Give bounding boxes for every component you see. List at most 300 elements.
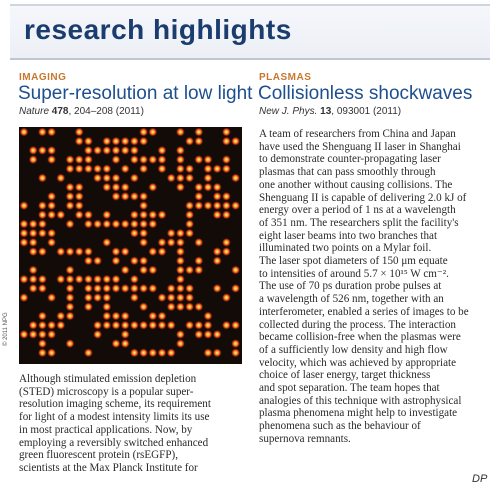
fluorescence-spot bbox=[38, 348, 47, 357]
text-line: analogies of this technique with astrophysical bbox=[259, 394, 462, 407]
fluorescence-spot bbox=[75, 192, 84, 201]
fluorescence-spot bbox=[231, 284, 240, 293]
fluorescence-spot bbox=[29, 247, 38, 256]
left-body bbox=[19, 373, 211, 475]
fluorescence-spot bbox=[148, 127, 157, 136]
fluorescence-spot bbox=[121, 339, 130, 348]
fluorescence-spot bbox=[130, 321, 139, 330]
fluorescence-spot bbox=[148, 219, 157, 228]
fluorescence-spot bbox=[176, 247, 185, 256]
fluorescence-spot bbox=[47, 348, 56, 357]
fluorescence-spot bbox=[176, 284, 185, 293]
fluorescence-spot bbox=[157, 146, 166, 155]
fluorescence-spot bbox=[194, 155, 203, 164]
fluorescence-spot bbox=[176, 155, 185, 164]
fluorescence-spot bbox=[130, 284, 139, 293]
text-line: illuminated two points on a Mylar foil. bbox=[259, 242, 432, 255]
fluorescence-spot bbox=[213, 256, 222, 265]
fluorescence-spot bbox=[111, 173, 120, 182]
fluorescence-spot bbox=[203, 183, 212, 192]
fluorescence-spot bbox=[148, 183, 157, 192]
fluorescence-spot bbox=[148, 210, 157, 219]
fluorescence-spot bbox=[139, 284, 148, 293]
fluorescence-spot bbox=[167, 321, 176, 330]
fluorescence-spot bbox=[93, 219, 102, 228]
fluorescence-spot bbox=[38, 210, 47, 219]
fluorescence-spot bbox=[185, 164, 194, 173]
fluorescence-spot bbox=[121, 265, 130, 274]
fluorescence-spot bbox=[93, 293, 102, 302]
fluorescence-spot bbox=[121, 192, 130, 201]
fluorescence-spot bbox=[102, 219, 111, 228]
fluorescence-spot bbox=[75, 210, 84, 219]
fluorescence-spot bbox=[231, 265, 240, 274]
fluorescence-spot bbox=[75, 183, 84, 192]
fluorescence-spot bbox=[213, 330, 222, 339]
fluorescence-spot bbox=[231, 173, 240, 182]
fluorescence-spot bbox=[47, 146, 56, 155]
fluorescence-spot bbox=[38, 275, 47, 284]
fluorescence-spot bbox=[167, 284, 176, 293]
fluorescence-spot bbox=[157, 238, 166, 247]
fluorescence-spot bbox=[93, 256, 102, 265]
fluorescence-spot bbox=[38, 321, 47, 330]
fluorescence-spot bbox=[75, 201, 84, 210]
fluorescence-spot bbox=[47, 192, 56, 201]
fluorescence-spot bbox=[185, 137, 194, 146]
text-line: choice of laser energy, target thickness bbox=[259, 369, 431, 382]
fluorescence-spot bbox=[148, 348, 157, 357]
text-line: in most practical applications. Now, by bbox=[19, 423, 193, 436]
fluorescence-spot bbox=[203, 164, 212, 173]
fluorescence-spot bbox=[130, 173, 139, 182]
fluorescence-spot bbox=[139, 219, 148, 228]
fluorescence-spot bbox=[185, 201, 194, 210]
fluorescence-spot bbox=[102, 146, 111, 155]
right-section-label: PLASMAS bbox=[259, 72, 312, 83]
fluorescence-spot bbox=[102, 183, 111, 192]
fluorescence-spot bbox=[203, 311, 212, 320]
fluorescence-spot bbox=[203, 201, 212, 210]
fluorescence-spot bbox=[121, 183, 130, 192]
fluorescence-spot bbox=[231, 339, 240, 348]
text-line: The use of 70 ps duration probe pulses at bbox=[259, 280, 442, 293]
fluorescence-spot bbox=[176, 302, 185, 311]
fluorescence-spot bbox=[65, 192, 74, 201]
fluorescence-spot bbox=[194, 192, 203, 201]
text-line: supernova remnants. bbox=[259, 432, 351, 445]
fluorescence-spot bbox=[185, 284, 194, 293]
fluorescence-spot bbox=[84, 247, 93, 256]
fluorescence-spot bbox=[38, 127, 47, 136]
fluorescence-spot bbox=[222, 247, 231, 256]
fluorescence-spot bbox=[222, 321, 231, 330]
fluorescence-spot bbox=[38, 201, 47, 210]
fluorescence-spot bbox=[157, 311, 166, 320]
fluorescence-spot bbox=[121, 247, 130, 256]
fluorescence-spot bbox=[102, 275, 111, 284]
fluorescence-spot bbox=[93, 164, 102, 173]
fluorescence-spot bbox=[56, 311, 65, 320]
fluorescence-spot bbox=[185, 321, 194, 330]
fluorescence-spot bbox=[38, 173, 47, 182]
fluorescence-spot bbox=[130, 256, 139, 265]
fluorescence-spot bbox=[56, 210, 65, 219]
fluorescence-spot bbox=[47, 201, 56, 210]
fluorescence-spot bbox=[65, 219, 74, 228]
fluorescence-spot bbox=[75, 155, 84, 164]
text-line: energy over a period of 1 ns at a wavelength bbox=[259, 204, 456, 217]
fluorescence-spot bbox=[203, 321, 212, 330]
text-line: employing a reversibly switched enhanced bbox=[19, 436, 209, 449]
fluorescence-spot bbox=[185, 219, 194, 228]
fluorescence-spot bbox=[130, 348, 139, 357]
fluorescence-spot bbox=[93, 146, 102, 155]
left-section-label: IMAGING bbox=[19, 72, 67, 83]
fluorescence-spot bbox=[47, 155, 56, 164]
fluorescence-spot bbox=[167, 293, 176, 302]
text-line: became collision-free when the plasmas were bbox=[259, 331, 461, 344]
fluorescence-spot bbox=[29, 275, 38, 284]
fluorescence-spot bbox=[47, 293, 56, 302]
fluorescence-spot bbox=[139, 192, 148, 201]
fluorescence-spot bbox=[111, 219, 120, 228]
fluorescence-spot bbox=[194, 201, 203, 210]
fluorescence-spot bbox=[29, 155, 38, 164]
fluorescence-spot bbox=[157, 348, 166, 357]
fluorescence-spot bbox=[121, 321, 130, 330]
fluorescence-spot bbox=[157, 164, 166, 173]
fluorescence-spot bbox=[38, 247, 47, 256]
fluorescence-spot bbox=[19, 201, 28, 210]
fluorescence-spot bbox=[47, 238, 56, 247]
text-line: have used the Shenguang II laser in Shanghai bbox=[259, 140, 461, 153]
fluorescence-spot bbox=[121, 164, 130, 173]
fluorescence-spot bbox=[38, 330, 47, 339]
fluorescence-spot bbox=[130, 137, 139, 146]
microscopy-figure bbox=[19, 127, 242, 364]
fluorescence-spot bbox=[29, 330, 38, 339]
fluorescence-spot bbox=[75, 247, 84, 256]
fluorescence-spot bbox=[213, 192, 222, 201]
text-line: phenomena such as the behaviour of bbox=[259, 420, 421, 433]
fluorescence-spot bbox=[56, 173, 65, 182]
fluorescence-spot bbox=[93, 321, 102, 330]
fluorescence-spot bbox=[29, 265, 38, 274]
text-line: collected during the process. The interaction bbox=[259, 318, 456, 331]
right-citation bbox=[259, 106, 401, 117]
fluorescence-spot bbox=[111, 321, 120, 330]
fluorescence-spot bbox=[167, 238, 176, 247]
fluorescence-spot bbox=[185, 265, 194, 274]
fluorescence-spot bbox=[222, 164, 231, 173]
text-line: for light of a modest intensity limits its use bbox=[19, 411, 210, 424]
fluorescence-spot bbox=[84, 302, 93, 311]
fluorescence-spot bbox=[130, 229, 139, 238]
fluorescence-spot bbox=[29, 238, 38, 247]
fluorescence-spot bbox=[84, 275, 93, 284]
fluorescence-spot bbox=[47, 210, 56, 219]
right-citation-pages: , 093001 (2011) bbox=[331, 106, 402, 117]
text-line: and spot separation. The team hopes that bbox=[259, 382, 440, 395]
fluorescence-spot bbox=[139, 265, 148, 274]
fluorescence-spot bbox=[194, 238, 203, 247]
fluorescence-spot bbox=[148, 155, 157, 164]
text-line: Shenguang II is capable of delivering 2.0 kJ of bbox=[259, 191, 467, 204]
fluorescence-spot bbox=[194, 321, 203, 330]
fluorescence-spot bbox=[167, 173, 176, 182]
fluorescence-spot bbox=[213, 201, 222, 210]
fluorescence-spot bbox=[231, 137, 240, 146]
fluorescence-spot bbox=[84, 284, 93, 293]
fluorescence-spot bbox=[19, 330, 28, 339]
fluorescence-spot bbox=[148, 247, 157, 256]
fluorescence-spot bbox=[185, 210, 194, 219]
text-line: of 351 nm. The researchers split the facility's bbox=[259, 216, 459, 229]
fluorescence-spot bbox=[111, 275, 120, 284]
fluorescence-spot bbox=[84, 210, 93, 219]
fluorescence-spot bbox=[222, 210, 231, 219]
text-line: resolution imaging scheme, its requirement bbox=[19, 398, 211, 411]
right-headline: Collisionless shockwaves bbox=[258, 83, 473, 104]
fluorescence-spot bbox=[102, 164, 111, 173]
fluorescence-spot bbox=[38, 284, 47, 293]
fluorescence-spot bbox=[139, 229, 148, 238]
fluorescence-spot bbox=[194, 265, 203, 274]
fluorescence-spot bbox=[84, 155, 93, 164]
text-line: green fluorescent protein (rsEGFP), bbox=[19, 449, 178, 462]
fluorescence-spot bbox=[176, 173, 185, 182]
fluorescence-spot bbox=[130, 275, 139, 284]
fluorescence-spot bbox=[111, 284, 120, 293]
fluorescence-spot bbox=[148, 311, 157, 320]
fluorescence-spot bbox=[65, 265, 74, 274]
fluorescence-spot bbox=[84, 164, 93, 173]
fluorescence-spot bbox=[65, 201, 74, 210]
fluorescence-spot bbox=[194, 137, 203, 146]
fluorescence-spot bbox=[19, 293, 28, 302]
fluorescence-spot bbox=[231, 201, 240, 210]
fluorescence-spot bbox=[84, 256, 93, 265]
right-citation-journal: New J. Phys. bbox=[259, 106, 318, 117]
fluorescence-spot bbox=[38, 219, 47, 228]
fluorescence-spot bbox=[213, 348, 222, 357]
fluorescence-spot bbox=[75, 275, 84, 284]
fluorescence-spot bbox=[157, 321, 166, 330]
fluorescence-spot bbox=[47, 321, 56, 330]
fluorescence-spot bbox=[139, 210, 148, 219]
fluorescence-spot bbox=[176, 275, 185, 284]
fluorescence-spot bbox=[139, 137, 148, 146]
text-line: of a sufficiently low density and high flow bbox=[259, 343, 448, 356]
figure-copyright: © 2011 NPG bbox=[3, 312, 9, 346]
fluorescence-spot bbox=[75, 127, 84, 136]
fluorescence-spot bbox=[194, 183, 203, 192]
fluorescence-spot bbox=[139, 321, 148, 330]
fluorescence-spot bbox=[121, 311, 130, 320]
fluorescence-spot bbox=[29, 229, 38, 238]
right-citation-volume: 13 bbox=[320, 106, 332, 117]
text-line: velocity, which was achieved by appropriate bbox=[259, 356, 457, 369]
fluorescence-spot bbox=[157, 247, 166, 256]
fluorescence-spot bbox=[130, 219, 139, 228]
fluorescence-spot bbox=[222, 127, 231, 136]
fluorescence-spot bbox=[111, 192, 120, 201]
fluorescence-spot bbox=[65, 247, 74, 256]
fluorescence-spot bbox=[38, 311, 47, 320]
fluorescence-spot bbox=[213, 284, 222, 293]
fluorescence-spot bbox=[130, 293, 139, 302]
fluorescence-spot bbox=[176, 127, 185, 136]
fluorescence-spot bbox=[102, 137, 111, 146]
fluorescence-spot bbox=[102, 210, 111, 219]
left-citation bbox=[19, 106, 144, 117]
fluorescence-spot bbox=[130, 192, 139, 201]
fluorescence-spot bbox=[47, 330, 56, 339]
fluorescence-spot bbox=[75, 137, 84, 146]
fluorescence-spot bbox=[84, 219, 93, 228]
fluorescence-spot bbox=[176, 146, 185, 155]
fluorescence-spot bbox=[102, 284, 111, 293]
fluorescence-spot bbox=[231, 348, 240, 357]
fluorescence-spot bbox=[65, 293, 74, 302]
fluorescence-spot bbox=[93, 173, 102, 182]
fluorescence-spot bbox=[176, 256, 185, 265]
fluorescence-spot bbox=[176, 265, 185, 274]
fluorescence-spot bbox=[185, 229, 194, 238]
fluorescence-spot bbox=[157, 293, 166, 302]
fluorescence-spot bbox=[65, 302, 74, 311]
fluorescence-spot bbox=[111, 311, 120, 320]
fluorescence-spot bbox=[29, 146, 38, 155]
fluorescence-spot bbox=[203, 330, 212, 339]
text-line: a wavelength of 526 nm, together with an bbox=[259, 293, 444, 306]
fluorescence-spot bbox=[157, 155, 166, 164]
fluorescence-spot bbox=[167, 302, 176, 311]
fluorescence-spot bbox=[19, 229, 28, 238]
fluorescence-spot bbox=[111, 256, 120, 265]
fluorescence-spot bbox=[47, 229, 56, 238]
fluorescence-spot bbox=[203, 348, 212, 357]
fluorescence-spot bbox=[185, 173, 194, 182]
fluorescence-spot bbox=[139, 348, 148, 357]
fluorescence-spot bbox=[102, 173, 111, 182]
fluorescence-spot bbox=[167, 229, 176, 238]
fluorescence-spot bbox=[213, 210, 222, 219]
text-line: plasmas that can pass smoothly through bbox=[259, 166, 436, 179]
fluorescence-spot bbox=[176, 238, 185, 247]
fluorescence-spot bbox=[194, 302, 203, 311]
fluorescence-spot bbox=[102, 293, 111, 302]
left-citation-pages: , 204–208 (2011) bbox=[68, 106, 144, 117]
fluorescence-spot bbox=[139, 201, 148, 210]
fluorescence-spot bbox=[102, 311, 111, 320]
fluorescence-spot bbox=[222, 293, 231, 302]
fluorescence-spot bbox=[139, 238, 148, 247]
fluorescence-spot bbox=[213, 183, 222, 192]
fluorescence-spot bbox=[213, 164, 222, 173]
fluorescence-spot bbox=[231, 321, 240, 330]
text-line: interferometer, enabled a series of images to be bbox=[259, 305, 469, 318]
fluorescence-spot bbox=[84, 348, 93, 357]
fluorescence-spot bbox=[19, 275, 28, 284]
fluorescence-spot bbox=[130, 155, 139, 164]
fluorescence-spot bbox=[111, 339, 120, 348]
fluorescence-spot bbox=[121, 146, 130, 155]
fluorescence-spot bbox=[47, 127, 56, 136]
fluorescence-spot bbox=[93, 330, 102, 339]
fluorescence-spot bbox=[176, 330, 185, 339]
fluorescence-spot bbox=[194, 330, 203, 339]
fluorescence-spot bbox=[65, 183, 74, 192]
fluorescence-spot bbox=[222, 201, 231, 210]
left-citation-journal: Nature bbox=[19, 106, 50, 117]
text-line: The laser spot diameters of 150 μm equate bbox=[259, 255, 448, 268]
fluorescence-spot bbox=[194, 256, 203, 265]
fluorescence-spot bbox=[121, 137, 130, 146]
text-line: to intensities of around 5.7 × 10¹⁵ W cm⁻². bbox=[259, 267, 449, 280]
fluorescence-spot bbox=[84, 137, 93, 146]
fluorescence-spot bbox=[29, 284, 38, 293]
fluorescence-spot bbox=[56, 321, 65, 330]
fluorescence-spot bbox=[130, 146, 139, 155]
fluorescence-spot bbox=[139, 164, 148, 173]
text-line: eight laser beams into two branches that bbox=[259, 229, 438, 242]
text-line: plasma phenomena might help to investigate bbox=[259, 407, 458, 420]
fluorescence-spot bbox=[29, 321, 38, 330]
fluorescence-spot bbox=[139, 155, 148, 164]
fluorescence-spot bbox=[148, 321, 157, 330]
fluorescence-spot bbox=[102, 321, 111, 330]
fluorescence-spot bbox=[121, 219, 130, 228]
fluorescence-spot bbox=[111, 146, 120, 155]
fluorescence-spot bbox=[148, 284, 157, 293]
fluorescence-spot bbox=[65, 284, 74, 293]
microscopy-image bbox=[19, 127, 242, 364]
fluorescence-spot bbox=[222, 137, 231, 146]
fluorescence-spot bbox=[121, 330, 130, 339]
text-line: (STED) microscopy is a popular super- bbox=[19, 385, 194, 398]
fluorescence-spot bbox=[176, 229, 185, 238]
fluorescence-spot bbox=[29, 219, 38, 228]
text-line: A team of researchers from China and Japan bbox=[259, 128, 456, 140]
fluorescence-spot bbox=[203, 173, 212, 182]
fluorescence-spot bbox=[176, 183, 185, 192]
fluorescence-spot bbox=[111, 247, 120, 256]
fluorescence-spot bbox=[176, 339, 185, 348]
fluorescence-spot bbox=[157, 210, 166, 219]
fluorescence-spot bbox=[56, 247, 65, 256]
fluorescence-spot bbox=[111, 137, 120, 146]
fluorescence-spot bbox=[139, 127, 148, 136]
fluorescence-spot bbox=[185, 293, 194, 302]
fluorescence-spot bbox=[148, 265, 157, 274]
fluorescence-spot bbox=[176, 293, 185, 302]
fluorescence-spot bbox=[19, 238, 28, 247]
text-line: to demonstrate counter-propagating laser bbox=[259, 153, 441, 166]
fluorescence-spot bbox=[102, 302, 111, 311]
banner-title: research highlights bbox=[24, 14, 292, 45]
fluorescence-spot bbox=[213, 247, 222, 256]
fluorescence-spot bbox=[111, 183, 120, 192]
text-line: scientists at the Max Planck Institute for bbox=[19, 461, 198, 474]
fluorescence-spot bbox=[19, 127, 28, 136]
left-citation-volume: 478 bbox=[51, 106, 69, 117]
fluorescence-spot bbox=[38, 339, 47, 348]
author-credit: DP bbox=[472, 473, 488, 485]
fluorescence-spot bbox=[176, 164, 185, 173]
fluorescence-spot bbox=[222, 192, 231, 201]
